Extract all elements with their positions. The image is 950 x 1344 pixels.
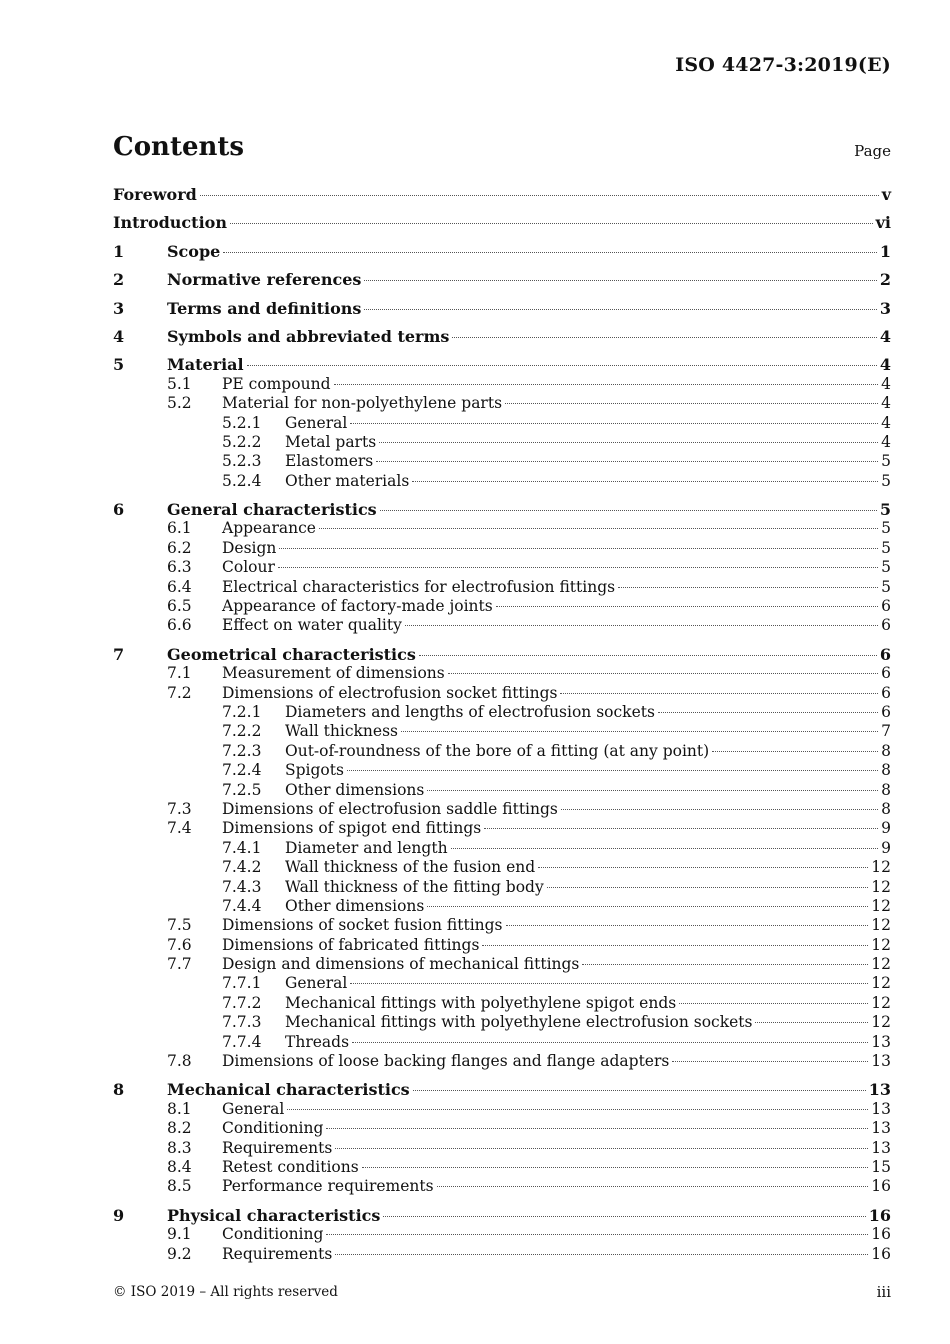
toc-entry-page: 4 — [881, 413, 891, 432]
toc-entry-number: 7.7.1 — [222, 974, 262, 993]
toc-entry-page: 6 — [881, 664, 891, 683]
toc-entry-page: 12 — [871, 993, 891, 1012]
toc-entry-number: 7.4.4 — [222, 896, 262, 915]
toc-entry-number: 5.2.4 — [222, 471, 262, 490]
dot-leader — [538, 867, 868, 868]
toc-entry-number: 5.2 — [167, 394, 192, 413]
dot-leader — [618, 587, 878, 588]
dot-leader — [561, 809, 878, 810]
toc-entry-number: 5.1 — [167, 374, 192, 393]
toc-entry-title: Dimensions of loose backing flanges and flange adapters — [222, 1052, 670, 1071]
toc-entry[interactable] — [113, 213, 891, 232]
toc-entry[interactable] — [113, 472, 891, 491]
toc-entry-number: 6.6 — [167, 616, 192, 635]
dot-leader — [419, 655, 877, 656]
toc-entry-page: 5 — [881, 452, 891, 471]
dot-leader — [335, 1254, 868, 1255]
toc-entry-title: Colour — [222, 558, 275, 577]
dot-leader — [658, 712, 878, 713]
toc-entry[interactable] — [113, 414, 891, 433]
toc-entry-title: Measurement of dimensions — [222, 664, 445, 683]
toc-entry-title: Symbols and abbreviated terms — [167, 326, 450, 346]
toc-entry[interactable] — [113, 684, 891, 703]
toc-entry-number: 8 — [113, 1080, 125, 1100]
dot-leader — [405, 625, 878, 626]
toc-entry-number: 7.7.4 — [222, 1032, 262, 1051]
dot-leader — [326, 1128, 868, 1129]
toc-entry-page: 5 — [879, 500, 891, 520]
toc-entry[interactable] — [113, 781, 891, 800]
toc-entry-title: Requirements — [222, 1138, 333, 1157]
toc-entry-title: Terms and definitions — [167, 298, 362, 318]
toc-entry-number: 7.8 — [167, 1052, 192, 1071]
toc-entry[interactable] — [113, 299, 891, 318]
toc-entry[interactable] — [113, 578, 891, 597]
toc-entry-title: General — [285, 974, 348, 993]
toc-entry-title: Elastomers — [285, 452, 374, 471]
toc-entry-page: 5 — [881, 577, 891, 596]
toc-entry-page: 5 — [881, 471, 891, 490]
toc-entry-title: General — [222, 1099, 285, 1118]
toc-entry-page: 12 — [871, 916, 891, 935]
toc-entry-number: 7.2.5 — [222, 780, 262, 799]
toc-entry-title: Design and dimensions of mechanical fittings — [222, 955, 580, 974]
toc-entry-page: 4 — [881, 394, 891, 413]
toc-entry[interactable] — [113, 974, 891, 993]
toc-entry[interactable] — [113, 878, 891, 897]
toc-entry-page: 13 — [868, 1080, 891, 1100]
dot-leader — [412, 481, 878, 482]
toc-entry-page: 13 — [871, 1052, 891, 1071]
toc-entry-number: 7.2.3 — [222, 741, 262, 760]
toc-entry-number: 7.2.4 — [222, 761, 262, 780]
dot-leader — [319, 528, 878, 529]
toc-entry-title: Spigots — [285, 761, 344, 780]
dot-leader — [679, 1003, 868, 1004]
toc-entry-page: 9 — [881, 819, 891, 838]
toc-entry[interactable] — [113, 742, 891, 761]
toc-entry-title: Electrical characteristics for electrofusion fittings — [222, 577, 616, 596]
toc-entry-number: 7.4.2 — [222, 858, 262, 877]
toc-entry-page: 6 — [881, 597, 891, 616]
dot-leader — [352, 1042, 868, 1043]
toc-entry-title: Dimensions of electrofusion saddle fittings — [222, 799, 558, 818]
toc-entry[interactable] — [113, 242, 891, 261]
dot-leader — [347, 770, 878, 771]
toc-entry-page: 2 — [879, 270, 891, 290]
toc-entry-title: Physical characteristics — [167, 1205, 381, 1225]
toc-entry-title: General — [285, 413, 348, 432]
toc-entry[interactable] — [113, 722, 891, 741]
toc-entry-title: Metal parts — [285, 432, 377, 451]
toc-entry-page: 12 — [871, 1013, 891, 1032]
toc-entry-title: Conditioning — [222, 1225, 324, 1244]
toc-entry-number: 3 — [113, 298, 125, 318]
toc-entry-title: Diameters and lengths of electrofusion sockets — [285, 702, 655, 721]
toc-entry[interactable] — [113, 703, 891, 722]
toc-entry[interactable] — [113, 452, 891, 471]
document-id: ISO 4427-3:2019(E) — [675, 54, 891, 76]
toc-entry-page: 5 — [881, 558, 891, 577]
toc-entry[interactable] — [113, 1245, 891, 1264]
toc-entry-title: Out-of-roundness of the bore of a fitting (at any point) — [285, 741, 710, 760]
dot-leader — [326, 1234, 868, 1235]
toc-entry-title: PE compound — [222, 374, 331, 393]
toc-entry-title: Diameter and length — [285, 838, 448, 857]
toc-entry-page: vi — [875, 213, 891, 233]
toc-entry-number: 9.2 — [167, 1244, 192, 1263]
toc-entry[interactable] — [113, 1206, 891, 1225]
toc-entry-title: Dimensions of electrofusion socket fittings — [222, 683, 558, 702]
toc-entry-title: Requirements — [222, 1244, 333, 1263]
toc-entry-page: 6 — [879, 644, 891, 664]
toc-entry-number: 8.4 — [167, 1157, 192, 1176]
toc-entry-number: 7.6 — [167, 935, 192, 954]
toc-entry[interactable] — [113, 645, 891, 664]
toc-entry[interactable] — [113, 1080, 891, 1099]
toc-entry-title: Effect on water quality — [222, 616, 402, 635]
toc-entry-number: 6 — [113, 500, 125, 520]
toc-entry-page: 16 — [868, 1205, 891, 1225]
toc-entry-title: Scope — [167, 241, 221, 261]
dot-leader — [380, 510, 877, 511]
toc-entry-page: v — [881, 185, 891, 204]
dot-leader — [335, 1148, 868, 1149]
toc-entry-number: 6.5 — [167, 597, 192, 616]
toc-entry[interactable] — [113, 558, 891, 577]
dot-leader — [230, 223, 873, 224]
toc-entry[interactable] — [113, 1177, 891, 1196]
dot-leader — [364, 309, 876, 310]
toc-entry-number: 7.2 — [167, 683, 192, 702]
dot-leader — [401, 731, 878, 732]
toc-entry-page: 8 — [881, 780, 891, 799]
toc-entry-page: 4 — [881, 374, 891, 393]
toc-entry-title: Performance requirements — [222, 1177, 434, 1196]
dot-leader — [287, 1109, 868, 1110]
toc-entry-page: 16 — [871, 1244, 891, 1263]
toc-entry-page: 12 — [871, 877, 891, 896]
toc-entry[interactable] — [113, 1013, 891, 1032]
toc-entry-number: 6.1 — [167, 519, 192, 538]
dot-leader — [496, 606, 878, 607]
toc-entry[interactable] — [113, 916, 891, 935]
toc-entry-title: Appearance — [222, 519, 316, 538]
toc-entry-number: 5.2.1 — [222, 413, 262, 432]
toc-entry-number: 8.2 — [167, 1119, 192, 1138]
toc-entry-page: 6 — [881, 702, 891, 721]
toc-entry-page: 1 — [879, 241, 891, 261]
toc-entry-page: 3 — [879, 298, 891, 318]
toc-entry-title: Design — [222, 538, 277, 557]
toc-entry-page: 12 — [871, 935, 891, 954]
toc-entry-number: 7.7.3 — [222, 1013, 262, 1032]
dot-leader — [278, 567, 878, 568]
toc-entry-page: 4 — [879, 355, 891, 375]
toc-entry-title: Mechanical characteristics — [167, 1080, 410, 1100]
toc-entry-page: 12 — [871, 858, 891, 877]
toc-entry[interactable] — [113, 839, 891, 858]
toc-entry[interactable] — [113, 375, 891, 394]
page-column-label: Page — [854, 142, 891, 160]
toc-entry[interactable] — [113, 858, 891, 877]
toc-entry-title: Wall thickness of the fitting body — [285, 877, 544, 896]
toc-entry-number: 5.2.2 — [222, 432, 262, 451]
toc-entry[interactable] — [113, 500, 891, 519]
toc-entry-page: 4 — [879, 326, 891, 346]
toc-entry-number: 5.2.3 — [222, 452, 262, 471]
toc-entry[interactable] — [113, 1119, 891, 1138]
toc-entry-title: General characteristics — [167, 500, 377, 520]
toc-entry[interactable] — [113, 761, 891, 780]
toc-entry-title: Geometrical characteristics — [167, 644, 416, 664]
dot-leader — [712, 751, 878, 752]
dot-leader — [223, 252, 877, 253]
toc-entry-title: Other materials — [285, 471, 410, 490]
dot-leader — [547, 887, 869, 888]
dot-leader — [484, 828, 878, 829]
toc-entry-title: Mechanical fittings with polyethylene spigot ends — [285, 993, 677, 1012]
toc-entry-page: 8 — [881, 741, 891, 760]
dot-leader — [379, 442, 878, 443]
toc-entry[interactable] — [113, 1139, 891, 1158]
toc-entry[interactable] — [113, 800, 891, 819]
toc-entry[interactable] — [113, 664, 891, 683]
dot-leader — [247, 365, 877, 366]
toc-entry-number: 6.4 — [167, 577, 192, 596]
toc-entry-page: 8 — [881, 799, 891, 818]
toc-entry-title: Dimensions of fabricated fittings — [222, 935, 480, 954]
toc-entry-title: Other dimensions — [285, 896, 425, 915]
toc-entry-title: Dimensions of socket fusion fittings — [222, 916, 503, 935]
toc-entry-title: Conditioning — [222, 1119, 324, 1138]
toc-entry-number: 7.5 — [167, 916, 192, 935]
toc-entry-number: 7.2.2 — [222, 722, 262, 741]
toc-entry[interactable] — [113, 597, 891, 616]
toc-entry[interactable] — [113, 394, 891, 413]
toc-entry-number: 7.7.2 — [222, 993, 262, 1012]
toc-entry-number: 1 — [113, 241, 125, 261]
toc-entry-title: Appearance of factory-made joints — [222, 597, 493, 616]
dot-leader — [448, 673, 878, 674]
toc-entry[interactable] — [113, 519, 891, 538]
toc-entry[interactable] — [113, 936, 891, 955]
page-number: iii — [876, 1283, 891, 1301]
toc-entry-number: 9.1 — [167, 1225, 192, 1244]
dot-leader — [452, 337, 876, 338]
toc-entry-number: 7.4 — [167, 819, 192, 838]
toc-entry[interactable] — [113, 539, 891, 558]
toc-entry[interactable] — [113, 185, 891, 204]
toc-entry-number: 7.4.3 — [222, 877, 262, 896]
toc-entry-title: Material — [167, 355, 244, 375]
toc-entry[interactable] — [113, 1225, 891, 1244]
toc-entry-page: 16 — [871, 1177, 891, 1196]
dot-leader — [482, 945, 868, 946]
dot-leader — [364, 280, 876, 281]
toc-entry-page: 6 — [881, 616, 891, 635]
toc-entry[interactable] — [113, 270, 891, 289]
toc-entry-title: Dimensions of spigot end fittings — [222, 819, 482, 838]
dot-leader — [413, 1090, 866, 1091]
dot-leader — [437, 1186, 869, 1187]
toc-entry-page: 4 — [881, 432, 891, 451]
toc-entry-number: 7.3 — [167, 799, 192, 818]
toc-entry-page: 12 — [871, 955, 891, 974]
toc-entry-page: 13 — [871, 1032, 891, 1051]
toc-entry-page: 13 — [871, 1138, 891, 1157]
toc-entry[interactable] — [113, 897, 891, 916]
toc-entry-number: 4 — [113, 326, 125, 346]
dot-leader — [350, 423, 878, 424]
dot-leader — [350, 983, 868, 984]
toc-entry-number: 7.1 — [167, 664, 192, 683]
toc-entry[interactable] — [113, 616, 891, 635]
toc-entry[interactable] — [113, 819, 891, 838]
dot-leader — [506, 925, 869, 926]
dot-leader — [200, 195, 879, 196]
toc-entry-page: 6 — [881, 683, 891, 702]
dot-leader — [279, 548, 878, 549]
dot-leader — [672, 1061, 868, 1062]
toc-entry-title: Material for non-polyethylene parts — [222, 394, 503, 413]
dot-leader — [376, 461, 878, 462]
toc-entry-number: 7.7 — [167, 955, 192, 974]
dot-leader — [383, 1216, 865, 1217]
toc-entry-number: 9 — [113, 1205, 125, 1225]
toc-entry-title: Retest conditions — [222, 1157, 359, 1176]
toc-entry-title: Mechanical fittings with polyethylene electrofusion sockets — [285, 1013, 753, 1032]
toc-entry[interactable] — [113, 955, 891, 974]
toc-entry-number: 6.3 — [167, 558, 192, 577]
toc-entry-title: Foreword — [113, 185, 197, 204]
copyright-notice: © ISO 2019 – All rights reserved — [113, 1284, 338, 1300]
toc-entry-page: 12 — [871, 974, 891, 993]
toc-entry-title: Wall thickness of the fusion end — [285, 858, 536, 877]
toc-entry-number: 8.5 — [167, 1177, 192, 1196]
toc-entry-title: Wall thickness — [285, 722, 398, 741]
toc-entry[interactable] — [113, 1052, 891, 1071]
toc-entry[interactable] — [113, 994, 891, 1013]
toc-entry-title: Threads — [285, 1032, 350, 1051]
toc-entry[interactable] — [113, 355, 891, 374]
toc-entry-number: 6.2 — [167, 538, 192, 557]
toc-entry-page: 8 — [881, 761, 891, 780]
dot-leader — [505, 403, 878, 404]
toc-entry-number: 7.2.1 — [222, 702, 262, 721]
toc-entry-number: 8.3 — [167, 1138, 192, 1157]
toc-entry-page: 15 — [871, 1157, 891, 1176]
dot-leader — [560, 693, 878, 694]
dot-leader — [362, 1167, 869, 1168]
toc-entry-number: 8.1 — [167, 1099, 192, 1118]
toc-entry-page: 5 — [881, 519, 891, 538]
toc-entry-page: 13 — [871, 1119, 891, 1138]
toc-entry-number: 2 — [113, 270, 125, 290]
table-of-contents — [113, 185, 891, 1264]
toc-entry[interactable] — [113, 433, 891, 452]
toc-entry[interactable] — [113, 327, 891, 346]
toc-entry[interactable] — [113, 1100, 891, 1119]
toc-entry-page: 5 — [881, 538, 891, 557]
page-title: Contents — [113, 132, 245, 162]
dot-leader — [755, 1022, 868, 1023]
dot-leader — [427, 790, 878, 791]
dot-leader — [582, 964, 868, 965]
toc-entry-number: 7.4.1 — [222, 838, 262, 857]
toc-entry-page: 9 — [881, 838, 891, 857]
toc-entry-page: 13 — [871, 1099, 891, 1118]
toc-entry[interactable] — [113, 1158, 891, 1177]
toc-entry-number: 5 — [113, 355, 125, 375]
toc-entry-page: 12 — [871, 896, 891, 915]
toc-entry-title: Other dimensions — [285, 780, 425, 799]
toc-entry-title: Normative references — [167, 270, 362, 290]
dot-leader — [427, 906, 868, 907]
toc-entry-page: 7 — [881, 722, 891, 741]
dot-leader — [451, 848, 879, 849]
toc-entry-page: 16 — [871, 1225, 891, 1244]
dot-leader — [334, 384, 879, 385]
toc-entry-title: Introduction — [113, 213, 227, 233]
toc-entry-number: 7 — [113, 644, 125, 664]
toc-entry[interactable] — [113, 1033, 891, 1052]
